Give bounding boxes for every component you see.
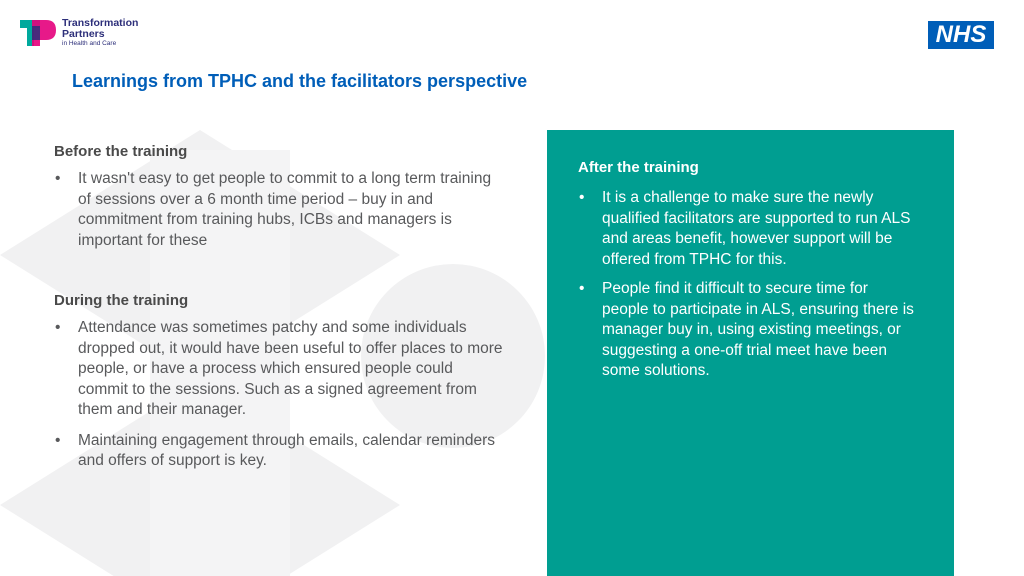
left-column [54,142,504,482]
logo-text-line2: Partners [62,28,105,41]
slide-title: Learnings from TPHC and the facilitators perspective [72,71,528,91]
nhs-logo: NHS [928,21,994,49]
during-training-heading: During the training [54,292,189,309]
list-item: • People find it difficult to secure time for people to participate in ALS, ensuring there is manager buy in, using existing meetings, or suggesting a one-off trial meet have been some solutions. [578,279,918,382]
during-training-list [54,318,504,472]
before-training-list [54,169,504,251]
logo-text-line1: Transformation [62,17,139,30]
list-item: • It wasn't easy to get people to commit to a long term training of sessions over a 6 month time period – buy in and commitment from training hubs, ICBs and managers is important for these [54,169,504,251]
tphc-logo-mark-icon [20,18,56,48]
tphc-logo-text [62,18,138,48]
after-training-heading: After the training [578,159,699,176]
before-training-heading: Before the training [54,143,188,160]
after-training-list [578,188,918,391]
list-item: • Attendance was sometimes patchy and some individuals dropped out, it would have been useful to offer places to more people, or have a process which ensured people could commit to the sessions. Such as a signed agreement from them and their manager. [54,318,504,421]
after-training-panel [547,130,954,576]
list-item: • Maintaining engagement through emails, calendar reminders and offers of support is key. [54,431,504,472]
tphc-logo [20,18,138,48]
logo-text-line3: in Health and Care [62,40,117,48]
list-item: • It is a challenge to make sure the newly qualified facilitators are supported to run ALS and areas benefit, however support will be offered from TPHC for this. [578,188,918,270]
